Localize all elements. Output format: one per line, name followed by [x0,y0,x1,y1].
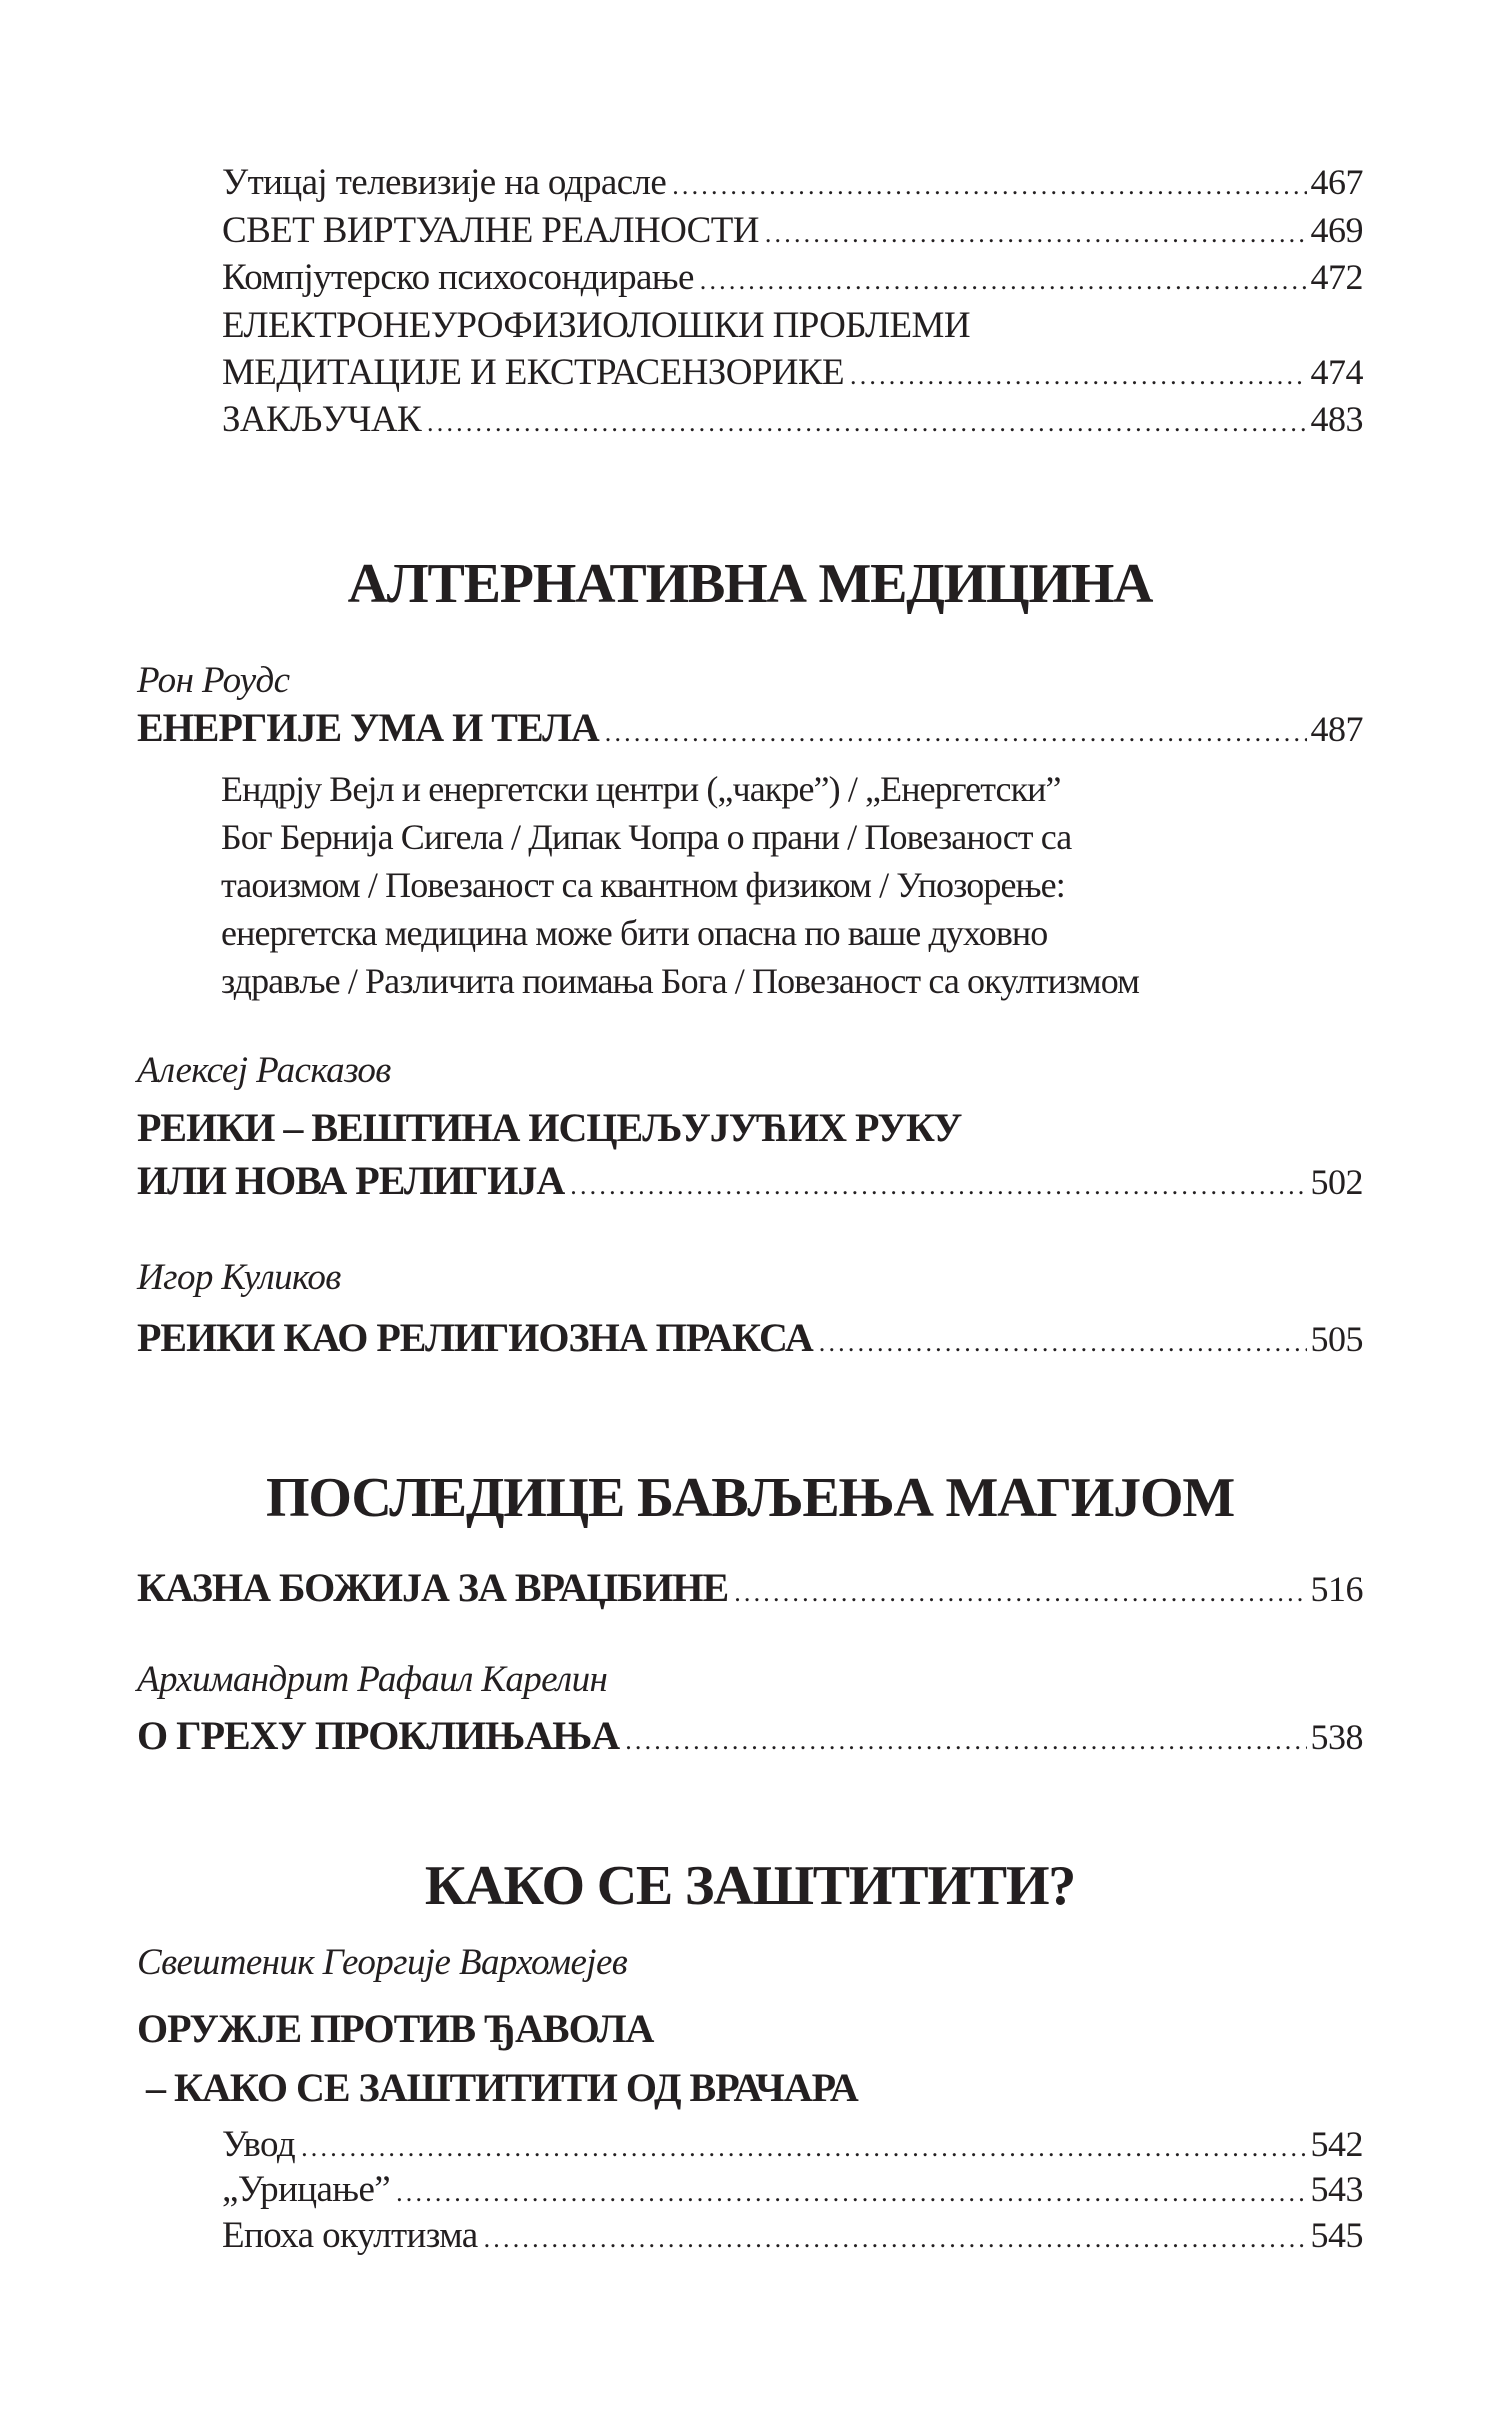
toc-page-number: 542 [1310,2124,1363,2164]
toc-page-number: 469 [1310,210,1363,250]
toc-entry-title: Компјутерско психосондирање [222,257,694,298]
toc-entry-title: Утицај телевизије на одрасле [222,162,667,203]
toc-entry-title: СВЕТ ВИРТУАЛНЕ РЕАЛНОСТИ [222,210,759,251]
dot-leader [672,173,1306,199]
toc-page-number: 467 [1310,162,1363,202]
section-heading: АЛТЕРНАТИВНА МЕДИЦИНА [347,553,1153,615]
toc-entry-title: ИЛИ НОВА РЕЛИГИЈА [137,1158,565,1203]
toc-entry-title: РЕИКИ КАО РЕЛИГИОЗНА ПРАКСА [137,1315,813,1360]
article-description-line: Бог Бернија Сигела / Дипак Чопра о прани / Повезаност са [221,817,1072,857]
toc-entry [137,705,1363,750]
toc-entry-title: Увод [222,2124,296,2165]
dot-leader [625,1728,1306,1754]
dot-leader [605,720,1307,746]
toc-entry [222,164,1363,201]
toc-entry [222,354,1363,391]
article-author: Свештеник Георгије Вархомејев [137,1942,628,1983]
dot-leader [734,1580,1306,1606]
toc-subentry [222,2126,1363,2163]
toc-subentry [222,2171,1363,2208]
toc-subentry [222,2217,1363,2254]
toc-entry [222,401,1363,438]
toc-entry [137,1158,1363,1203]
toc-entry-title: ЕНЕРГИЈЕ УМА И ТЕЛА [137,705,599,750]
toc-entry-title-line: ЕЛЕКТРОНЕУРОФИЗИОЛОШКИ ПРОБЛЕМИ [222,305,970,346]
article-description-line: таоизмом / Повезаност са квантном физиком / Упозорење: [221,865,1065,905]
dot-leader [301,2135,1306,2161]
dot-leader [765,221,1307,247]
dot-leader [700,268,1307,294]
toc-page-number: 502 [1310,1162,1363,1202]
toc-page-number: 516 [1310,1569,1363,1609]
toc-entry [137,1565,1363,1610]
toc-entry [137,1713,1363,1758]
article-author: Рон Роудс [137,660,290,701]
article-author: Архимандрит Рафаил Карелин [137,1659,608,1700]
toc-entry-title: МЕДИТАЦИЈЕ И ЕКСТРАСЕНЗОРИКЕ [222,352,844,393]
toc-page-number: 483 [1310,399,1363,439]
toc-page-number: 543 [1310,2169,1363,2209]
toc-page-number: 487 [1310,709,1363,749]
toc-entry-title-line: РЕИКИ – ВЕШТИНА ИСЦЕЉУЈУЋИХ РУКУ [137,1105,962,1150]
toc-page-number: 505 [1310,1319,1363,1359]
section-heading: КАКО СЕ ЗАШТИТИТИ? [424,1855,1076,1917]
toc-entry-title: КАЗНА БОЖИЈА ЗА ВРАЏБИНЕ [137,1565,729,1610]
article-description-line: здравље / Различита поимања Бога / Повезаност са окултизмом [221,961,1139,1001]
article-author: Алексеј Расказов [137,1050,391,1091]
article-description-line: енергетска медицина може бити опасна по ваше духовно [221,913,1048,953]
toc-entry [137,1315,1363,1360]
toc-page-number: 474 [1310,352,1363,392]
dot-leader [819,1330,1307,1356]
toc-page-number: 538 [1310,1717,1363,1757]
toc-entry-title: Епоха окултизма [222,2215,478,2256]
toc-entry-title: „Урицање” [222,2169,391,2210]
dot-leader [427,410,1306,436]
toc-entry [222,212,1363,249]
section-heading: ПОСЛЕДИЦЕ БАВЉЕЊА МАГИЈОМ [266,1467,1234,1529]
toc-page-number: 545 [1310,2215,1363,2255]
dot-leader [484,2226,1307,2252]
article-description-line: Ендрју Вејл и енергетски центри („чакре”) / „Енергетски” [221,769,1061,809]
toc-entry-title-line: ОРУЖЈЕ ПРОТИВ ЂАВОЛА [137,2006,654,2051]
toc-entry [222,259,1363,296]
toc-page-number: 472 [1310,257,1363,297]
toc-entry-title: О ГРЕХУ ПРОКЛИЊАЊА [137,1713,620,1758]
article-author: Игор Куликов [137,1257,341,1298]
toc-entry-title-line: – КАКО СЕ ЗАШТИТИТИ ОД ВРАЧАРА [146,2065,858,2110]
dot-leader [570,1173,1306,1199]
dot-leader [396,2180,1306,2206]
toc-entry-title: ЗАКЉУЧАК [222,399,422,440]
dot-leader [850,363,1307,389]
